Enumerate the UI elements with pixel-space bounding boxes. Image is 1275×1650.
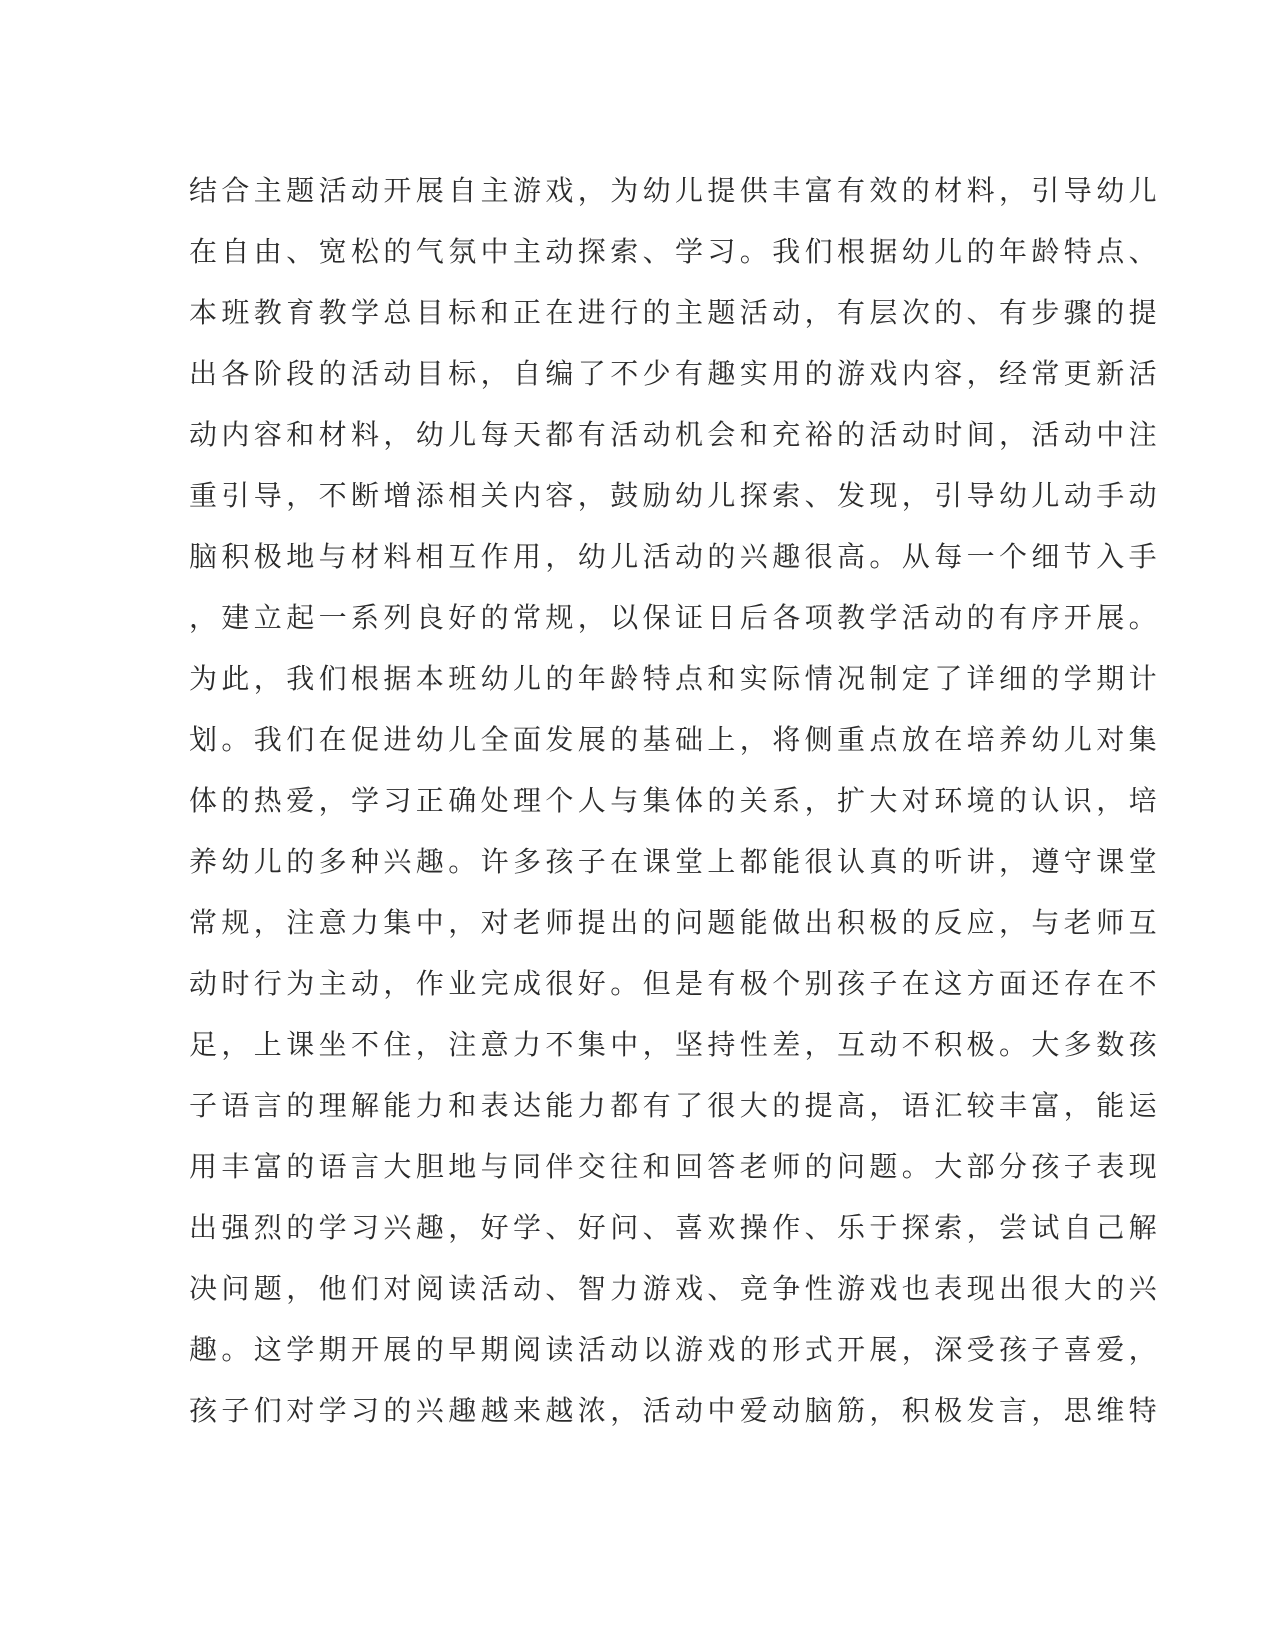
- text-line: 划。我们在促进幼儿全面发展的基础上，将侧重点放在培养幼儿对集: [189, 723, 1162, 756]
- text-line: 动内容和材料，幼儿每天都有活动机会和充裕的活动时间，活动中注: [189, 418, 1162, 451]
- text-line: 出各阶段的活动目标，自编了不少有趣实用的游戏内容，经常更新活: [189, 357, 1162, 390]
- text-line: 体的热爱，学习正确处理个人与集体的关系，扩大对环境的认识，培: [189, 784, 1162, 817]
- text-line: 决问题，他们对阅读活动、智力游戏、竞争性游戏也表现出很大的兴: [189, 1272, 1162, 1305]
- text-line: ，建立起一系列良好的常规，以保证日后各项教学活动的有序开展。: [189, 601, 1162, 634]
- text-line: 足，上课坐不住，注意力不集中，坚持性差，互动不积极。大多数孩: [189, 1028, 1162, 1061]
- text-line: 孩子们对学习的兴趣越来越浓，活动中爱动脑筋，积极发言，思维特: [189, 1394, 1162, 1427]
- text-line: 结合主题活动开展自主游戏，为幼儿提供丰富有效的材料，引导幼儿: [189, 174, 1162, 207]
- text-line: 脑积极地与材料相互作用，幼儿活动的兴趣很高。从每一个细节入手: [189, 540, 1162, 573]
- text-line: 为此，我们根据本班幼儿的年龄特点和实际情况制定了详细的学期计: [189, 662, 1162, 695]
- text-line: 在自由、宽松的气氛中主动探索、学习。我们根据幼儿的年龄特点、: [189, 235, 1162, 268]
- text-line: 子语言的理解能力和表达能力都有了很大的提高，语汇较丰富，能运: [189, 1089, 1162, 1122]
- text-line: 常规，注意力集中，对老师提出的问题能做出积极的反应，与老师互: [189, 906, 1162, 939]
- text-line: 趣。这学期开展的早期阅读活动以游戏的形式开展，深受孩子喜爱，: [189, 1333, 1162, 1366]
- text-line: 用丰富的语言大胆地与同伴交往和回答老师的问题。大部分孩子表现: [189, 1150, 1162, 1183]
- text-line: 养幼儿的多种兴趣。许多孩子在课堂上都能很认真的听讲，遵守课堂: [189, 845, 1162, 878]
- text-line: 出强烈的学习兴趣，好学、好问、喜欢操作、乐于探索，尝试自己解: [189, 1211, 1162, 1244]
- text-line: 本班教育教学总目标和正在进行的主题活动，有层次的、有步骤的提: [189, 296, 1162, 329]
- text-line: 重引导，不断增添相关内容，鼓励幼儿探索、发现，引导幼儿动手动: [189, 479, 1162, 512]
- text-line: 动时行为主动，作业完成很好。但是有极个别孩子在这方面还存在不: [189, 967, 1162, 1000]
- body-text: [189, 160, 1162, 1441]
